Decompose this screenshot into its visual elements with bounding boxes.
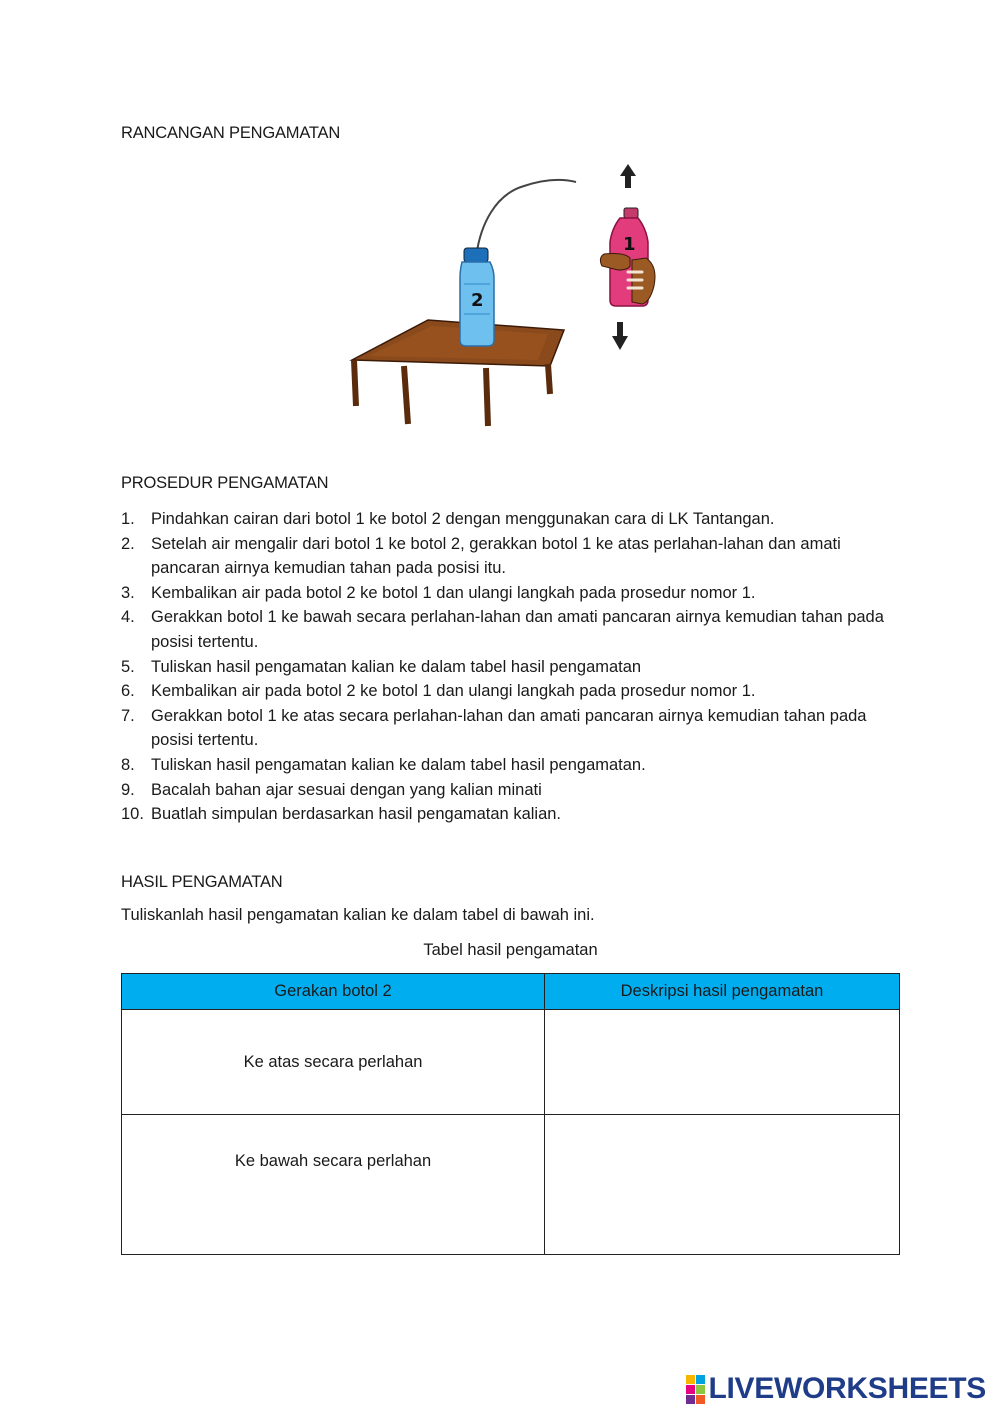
- step-text: Bacalah bahan ajar sesuai dengan yang kalian minati: [151, 780, 542, 799]
- procedure-step: [121, 704, 891, 753]
- procedure-step: [121, 655, 891, 680]
- procedure-step: [121, 679, 891, 704]
- step-text: Pindahkan cairan dari botol 1 ke botol 2 dengan menggunakan cara di LK Tantangan.: [151, 510, 775, 528]
- step-text: Gerakkan botol 1 ke bawah secara perlahan-lahan dan amati pancaran airnya kemudian tahan pada posisi tertentu.: [151, 608, 884, 651]
- table-leg: [354, 360, 356, 406]
- step-number: 6.: [121, 682, 135, 701]
- procedure-step: [121, 802, 891, 827]
- bottle-1-label: 1: [623, 234, 636, 255]
- table-leg: [486, 368, 488, 426]
- table-leg: [404, 366, 408, 424]
- procedure-step: [121, 778, 891, 803]
- table-row: [122, 1115, 900, 1255]
- procedure-step: [121, 753, 891, 778]
- table-leg: [548, 364, 550, 394]
- section-title-hasil: HASIL PENGAMATAN: [121, 873, 283, 891]
- liveworksheets-logo: [686, 1372, 987, 1406]
- experiment-illustration: [328, 154, 668, 462]
- procedure-step: [121, 532, 891, 581]
- brand-name: LIVEWORKSHEETS: [708, 1372, 986, 1405]
- header-gerakan: Gerakan botol 2: [122, 974, 545, 1010]
- section-title-rancangan: RANCANGAN PENGAMATAN: [121, 124, 341, 142]
- table-caption: Tabel hasil pengamatan: [423, 941, 598, 959]
- step-text: Kembalikan air pada botol 2 ke botol 1 dan ulangi langkah pada prosedur nomor 1.: [151, 682, 756, 701]
- procedure-list: [121, 507, 891, 827]
- header-deskripsi: Deskripsi hasil pengamatan: [545, 974, 900, 1010]
- logo-grid-icon: [686, 1375, 705, 1404]
- observation-table: [121, 973, 900, 1255]
- step-number: 5.: [121, 657, 135, 676]
- movement-cell: [122, 1115, 545, 1255]
- arrow-down-icon: [612, 322, 628, 350]
- step-number: 3.: [121, 583, 135, 602]
- procedure-step: [121, 581, 891, 606]
- tube-line: [476, 180, 576, 258]
- step-text: Setelah air mengalir dari botol 1 ke botol 2, gerakkan botol 1 ke atas perlahan-lahan dan amati pancaran airnya kemudian tahan pada posisi itu.: [151, 534, 841, 578]
- step-text: Buatlah simpulan berdasarkan hasil pengamatan kalian.: [151, 805, 562, 824]
- step-number: 1.: [121, 510, 135, 528]
- table-row: [122, 1010, 900, 1115]
- hasil-intro-text: Tuliskanlah hasil pengamatan kalian ke dalam tabel di bawah ini.: [121, 906, 595, 924]
- description-input-cell[interactable]: [545, 1010, 900, 1115]
- section-title-prosedur: PROSEDUR PENGAMATAN: [121, 474, 329, 492]
- step-text: Kembalikan air pada botol 2 ke botol 1 dan ulangi langkah pada prosedur nomor 1.: [151, 583, 756, 602]
- bottle-2-label: 2: [471, 290, 484, 311]
- step-number: 10.: [121, 805, 144, 824]
- table-header-row: [122, 974, 900, 1010]
- description-input-cell[interactable]: [545, 1115, 900, 1255]
- step-text: Tuliskan hasil pengamatan kalian ke dalam tabel hasil pengamatan: [151, 657, 642, 676]
- step-number: 9.: [121, 780, 135, 799]
- procedure-step: [121, 507, 891, 532]
- step-number: 4.: [121, 608, 135, 627]
- step-number: 2.: [121, 534, 135, 553]
- step-text: Gerakkan botol 1 ke atas secara perlahan-lahan dan amati pancaran airnya kemudian tahan pada posisi tertentu.: [151, 706, 867, 750]
- step-number: 8.: [121, 755, 135, 774]
- step-number: 7.: [121, 706, 135, 725]
- step-text: Tuliskan hasil pengamatan kalian ke dalam tabel hasil pengamatan.: [151, 755, 646, 774]
- arrow-up-icon: [620, 164, 636, 188]
- movement-text: Ke bawah secara perlahan: [234, 1152, 432, 1170]
- procedure-step: [121, 605, 891, 654]
- movement-cell: Ke atas secara perlahan: [122, 1010, 545, 1115]
